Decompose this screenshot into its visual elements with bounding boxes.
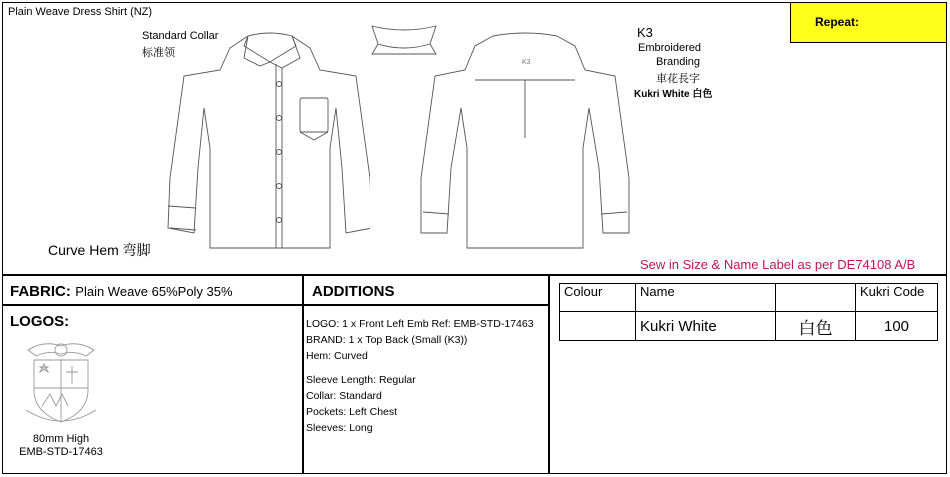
colour-table [559, 283, 938, 341]
logos-label: LOGOS: [10, 313, 70, 330]
addition-line [306, 364, 534, 372]
header-name: Name [636, 284, 776, 312]
additions-label: ADDITIONS [312, 283, 395, 300]
section-divider [2, 274, 947, 276]
addition-line: Sleeve Length: Regular [306, 374, 416, 386]
fabric-row [10, 283, 233, 301]
shirt-back-drawing [415, 28, 635, 258]
row-divider [2, 304, 550, 306]
cell-colour [560, 312, 636, 341]
addition-line: Hem: Curved [306, 350, 368, 362]
logo-ref: EMB-STD-17463 [19, 446, 103, 458]
cell-chinese-name: 白色 [776, 312, 856, 341]
collar-note: Standard Collar [142, 30, 219, 42]
fabric-value: Plain Weave 65%Poly 35% [75, 284, 233, 299]
addition-line: LOGO: 1 x Front Left Emb Ref: EMB-STD-17463 [306, 318, 534, 330]
header-kukri-code: Kukri Code [856, 284, 938, 312]
addition-line: Sleeves: Long [306, 422, 373, 434]
cell-kukri-code: 100 [856, 312, 938, 341]
svg-text:K3: K3 [522, 59, 531, 66]
collar-note-zh: 标准领 [142, 47, 175, 59]
document-title: Plain Weave Dress Shirt (NZ) [8, 6, 153, 18]
shirt-front-drawing [160, 28, 370, 258]
table-header-row [560, 284, 938, 312]
table-row [560, 312, 938, 341]
school-crest-logo [24, 336, 98, 428]
sew-in-label-note: Sew in Size & Name Label as per DE74108 A/B [640, 257, 916, 272]
branding-note-zh: 車花長字 [656, 73, 700, 85]
fabric-label: FABRIC: [10, 283, 71, 300]
logo-size: 80mm High [32, 433, 90, 445]
cell-name: Kukri White [636, 312, 776, 341]
addition-line: Pockets: Left Chest [306, 406, 398, 418]
addition-line: BRAND: 1 x Top Back (Small (K3)) [306, 334, 468, 346]
logo-caption [2, 433, 120, 459]
additions-list [306, 316, 534, 436]
k3-label: K3 [637, 25, 653, 40]
branding-note: Branding [656, 56, 701, 68]
header-blank [776, 284, 856, 312]
addition-line: Collar: Standard [306, 390, 382, 402]
repeat-box: Repeat: [790, 2, 947, 43]
kukri-white-note: Kukri White 白色 [634, 89, 713, 100]
header-colour: Colour [560, 284, 636, 312]
embroidered-note: Embroidered [638, 42, 701, 54]
curve-hem-note: Curve Hem 弯脚 [48, 242, 151, 258]
